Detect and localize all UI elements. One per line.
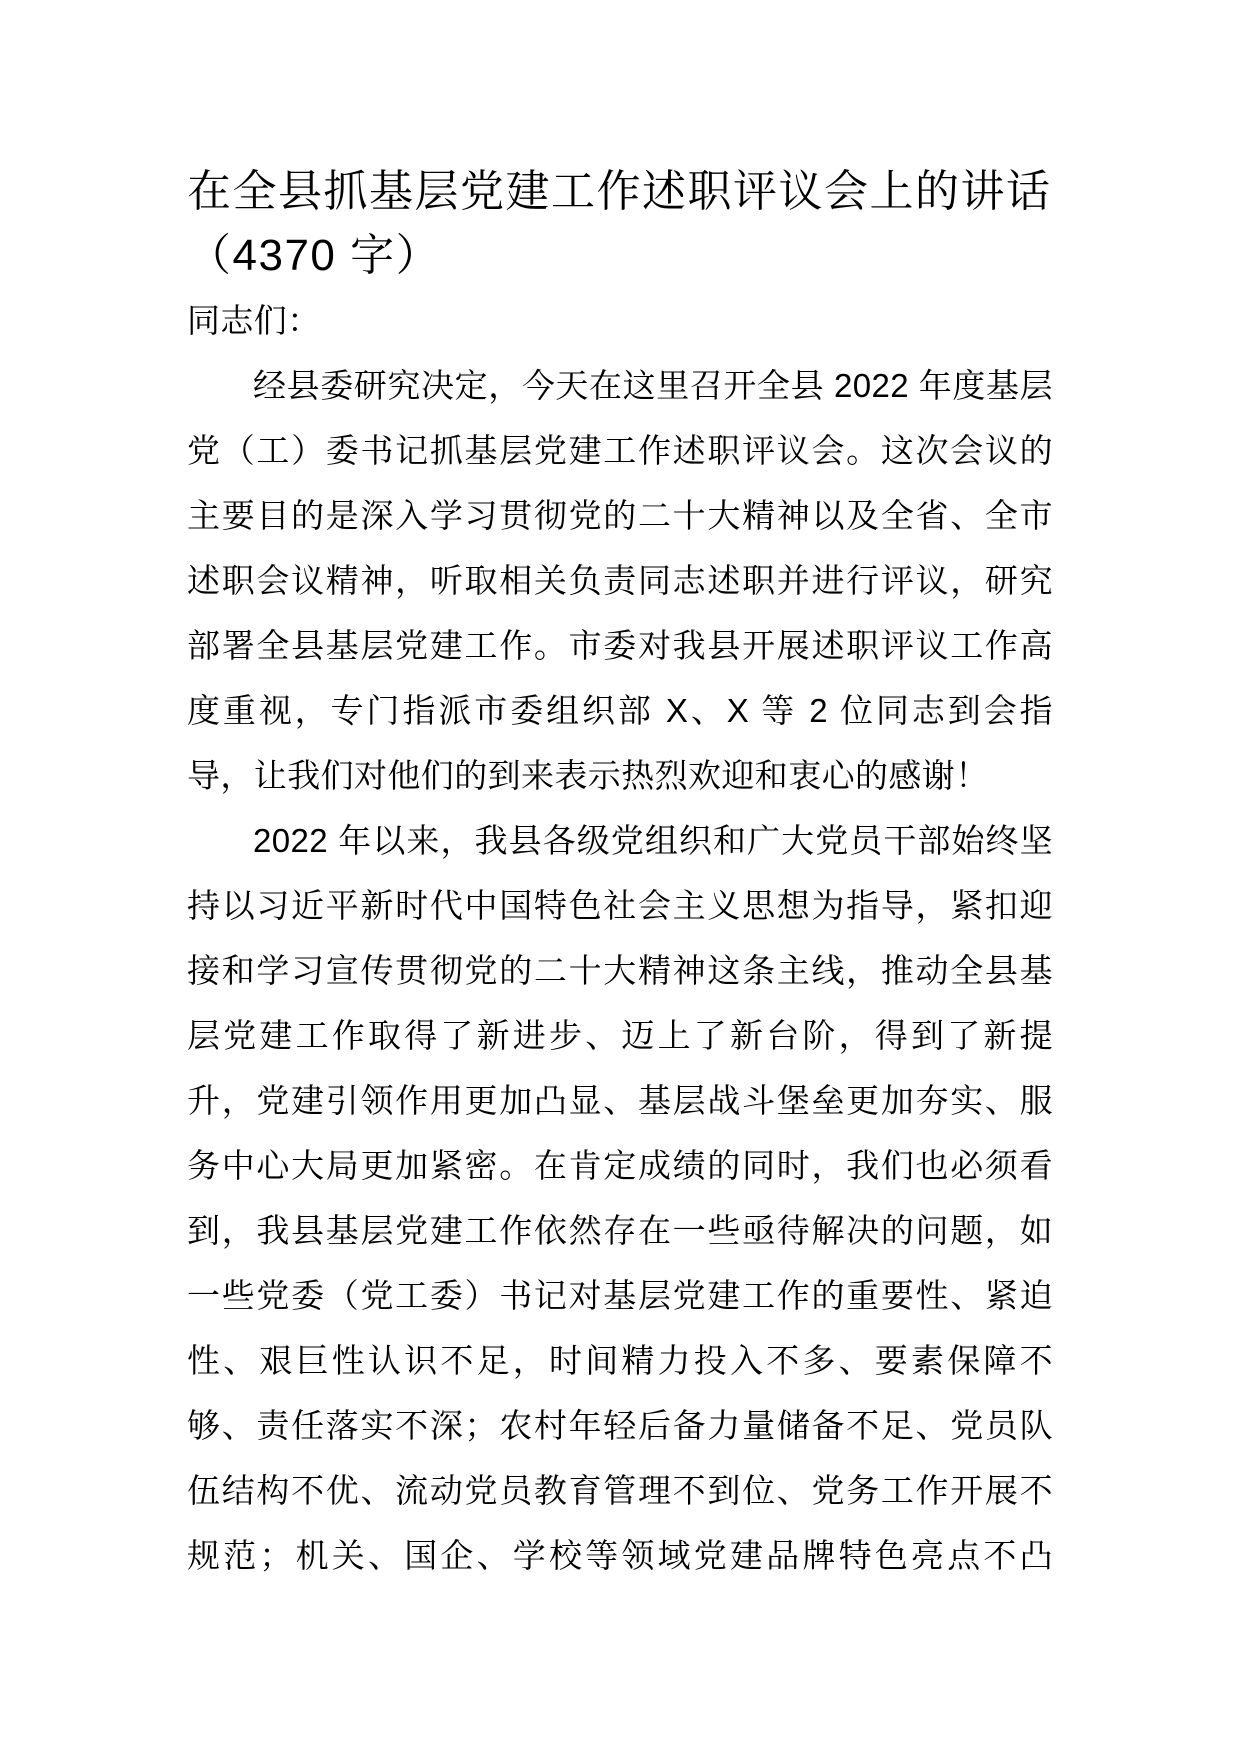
document-title: 在全县抓基层党建工作述职评议会上的讲话（4370 字） — [187, 167, 1052, 280]
salutation-line: 同志们： — [187, 302, 321, 339]
paragraph-meeting-purpose: 经县委研究决定，今天在这里召开全县 2022 年度基层党（工）委书记抓基层党建工作述职评议会。这次会议的主要目的是深入学习贯彻党的二十大精神以及全省、全市述职会议精神，听取相关负责同志述职并进行评议，研究部署全县基层党建工作。市委对我县开展述职评议工作高度重视，专门指派市委组织部 X、X 等 2 位同志到会指导，让我们对他们的到来表示热烈欢迎和衷心的感谢！ — [187, 367, 1053, 794]
paragraph-achievements-and-problems: 2022 年以来，我县各级党组织和广大党员干部始终坚持以习近平新时代中国特色社会主义思想为指导，紧扣迎接和学习宣传贯彻党的二十大精神这条主线，推动全县基层党建工作取得了新进步、迈上了新台阶，得到了新提升，党建引领作用更加凸显、基层战斗堡垒更加夯实、服务中心大局更加紧密。在肯定成绩的同时，我们也必须看到，我县基层党建工作依然存在一些亟待解决的问题，如一些党委（党工委）书记对基层党建工作的重要性、紧迫性、艰巨性认识不足，时间精力投入不多、要素保障不够、责任落实不深；农村年轻后备力量储备不足、党员队伍结构不优、流动党员教育管理不到位、党务工作开展不规范；机关、国企、学校等领域党建品牌特色亮点不凸 — [187, 822, 1053, 1574]
